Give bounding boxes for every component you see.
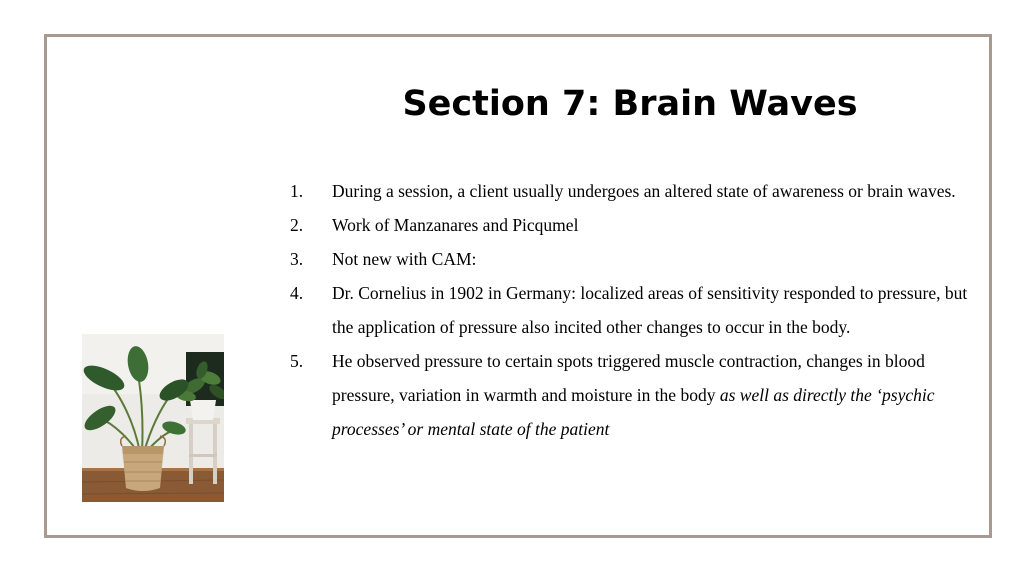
list-item-text: Work of Manzanares and Picqumel bbox=[332, 215, 579, 235]
list-item-number: 4. bbox=[290, 283, 304, 303]
list-item-number: 5. bbox=[290, 351, 304, 371]
list-item bbox=[290, 276, 970, 344]
list-item-emphasis: as well as directly the ‘psychic processes’ or mental state of the patient bbox=[332, 385, 935, 439]
list-item-text: Dr. Cornelius in 1902 in Germany: localized areas of sensitivity responded to pressure, but the application of pressure also incited other changes to occur in the body. bbox=[332, 283, 968, 337]
bullet-list bbox=[290, 174, 970, 446]
list-item-text: During a session, a client usually undergoes an altered state of awareness or brain waves. bbox=[332, 181, 956, 201]
list-item-number: 3. bbox=[290, 249, 304, 269]
list-item-number: 1. bbox=[290, 181, 304, 201]
list-item bbox=[290, 174, 970, 208]
list-item bbox=[290, 242, 970, 276]
list-item-text: Not new with CAM: bbox=[332, 249, 477, 269]
potted-plants-photo bbox=[82, 334, 224, 502]
list-item bbox=[290, 344, 970, 446]
list-item-number: 2. bbox=[290, 215, 304, 235]
slide-title: Section 7: Brain Waves bbox=[402, 84, 858, 124]
list-item bbox=[290, 208, 970, 242]
list-item-text: He observed pressure to certain spots triggered muscle contraction, changes in blood pressure, variation in warmth and moisture in the body bbox=[332, 351, 925, 405]
